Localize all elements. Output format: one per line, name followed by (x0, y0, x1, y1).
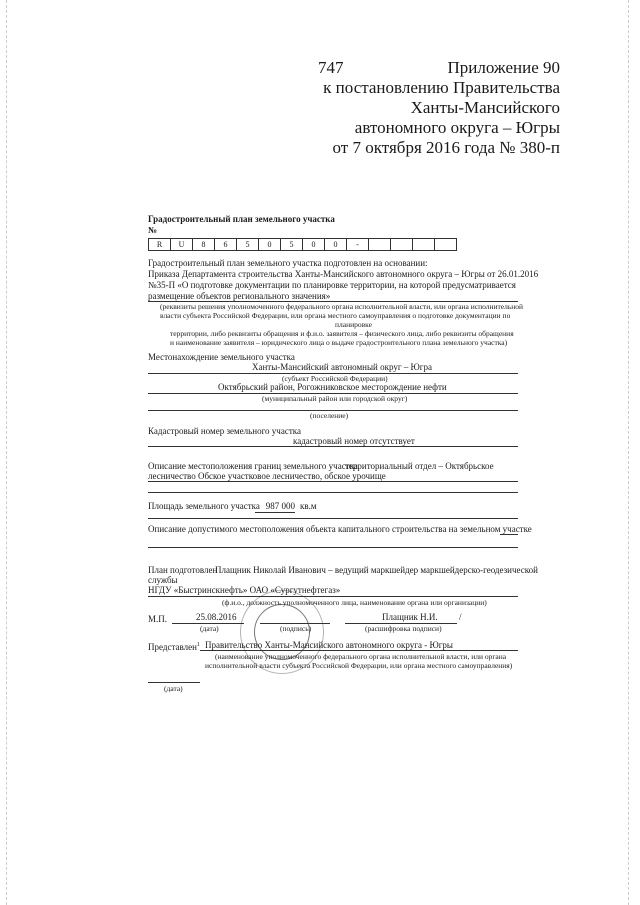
boundaries-line-1 (148, 481, 518, 482)
presented-footnote-mark: 1 (196, 642, 200, 648)
cadastral-label: Кадастровый номер земельного участка (148, 426, 301, 436)
boundaries-line-2 (148, 492, 518, 493)
location-settlement-note: (поселение) (310, 411, 349, 420)
number-cell: 0 (259, 239, 281, 250)
area-value: 987 000 (255, 501, 295, 513)
area-line (148, 518, 518, 519)
prepared-date-note: (дата) (200, 624, 219, 633)
boundaries-value-2: лесничество Обское участковое лесничество, обское урочище (148, 471, 386, 481)
scan-edge-right (628, 0, 630, 905)
number-cell: 6 (215, 239, 237, 250)
page-number: 747 (318, 58, 344, 77)
number-cell: R (149, 239, 171, 250)
prepared-mp: М.П. (148, 614, 168, 624)
number-cell: 0 (303, 239, 325, 250)
basis-note-2: власти субъекта Российской Федерации, или органа местного самоуправления о подготовке документации по (160, 311, 511, 320)
plan-title: Градостроительный план земельного участка (148, 214, 335, 224)
presented-value: Правительство Ханты-Мансийского автономного округа - Югры (205, 640, 453, 650)
number-cell: 0 (325, 239, 347, 250)
number-cell (413, 239, 435, 250)
number-cell (391, 239, 413, 250)
allowed-line-tail (500, 534, 518, 535)
scan-edge-left (6, 0, 8, 905)
appendix-line-3: Ханты-Мансийского (410, 98, 560, 117)
basis-note-3: планировке (335, 320, 372, 329)
prepared-value-2: службы (148, 575, 178, 585)
appendix-header (323, 58, 560, 158)
allowed-label: Описание допустимого местоположения объекта капитального строительства на земельном участке (148, 524, 532, 534)
number-cell (435, 239, 456, 250)
basis-note-5: и наименование заявителя – юридического лица о выдаче градостроительного плана земельного участка) (170, 338, 508, 347)
presented-date-note: (дата) (164, 684, 183, 693)
location-municipal-note: (муниципальный район или городской округ) (262, 394, 408, 403)
prepared-value-1: Плащник Николай Иванович – ведущий маркшейдер маркшейдерско-геодезической (215, 565, 538, 575)
boundaries-label: Описание местоположения границ земельного участка (148, 461, 358, 471)
prepared-note: (ф.и.о., должность уполномоченного лица, наименование органа или организации) (222, 598, 487, 607)
presented-note-1: (наименование уполномоченного федерального органа исполнительной власти, или органа (215, 652, 507, 661)
location-label: Местонахождение земельного участка (148, 352, 295, 362)
basis-line-1: Градостроительный план земельного участка подготовлен на основании: (148, 258, 428, 268)
basis-line-4: размещение объектов регионального значения» (148, 291, 331, 301)
number-cell: - (347, 239, 369, 250)
number-cell: 5 (281, 239, 303, 250)
presented-line (200, 650, 518, 651)
prepared-signer-note: (расшифровка подписи) (365, 624, 442, 633)
basis-line-3: №35-П «О подготовке документации по планировке территории, на которой предусматривается (148, 280, 516, 290)
location-subject-value: Ханты-Мансийский автономный округ – Югра (252, 362, 432, 372)
prepared-signature-note: (подпись) (280, 624, 312, 633)
plan-number-label: № (148, 225, 158, 235)
number-cell (369, 239, 391, 250)
basis-note-1: (реквизиты решения уполномоченного федерального органа исполнительной власти, или органа исполнительной (160, 302, 524, 311)
presented-label-text: Представлен (148, 642, 197, 652)
cadastral-line (148, 446, 518, 447)
prepared-slash: / (459, 612, 462, 622)
boundaries-value-1: территориальный отдел – Октябрьское (345, 461, 494, 471)
prepared-value-3: НГДУ «Быстринскнефть» ОАО «Сургутнефтегаз» (148, 585, 341, 595)
allowed-line (148, 547, 518, 548)
appendix-line-1: Приложение 90 (447, 58, 560, 77)
presented-note-2: исполнительной власти субъекта Российской Федерации, или органа местного самоуправления) (205, 661, 513, 670)
prepared-label: План подготовлен (148, 565, 218, 575)
number-cell: U (171, 239, 193, 250)
appendix-line-4: автономного округа – Югры (354, 118, 560, 137)
cadastral-value: кадастровый номер отсутствует (293, 436, 415, 446)
location-municipal-value: Октябрьский район, Рогожниковское месторождение нефти (218, 382, 447, 392)
area-label: Площадь земельного участка (148, 501, 260, 511)
prepared-signer: Плащник Н.И. (382, 612, 438, 622)
plan-number-grid (148, 238, 457, 251)
appendix-line-2: к постановлению Правительства (323, 78, 560, 97)
presented-date-line (148, 682, 200, 683)
appendix-line-5: от 7 октября 2016 года № 380-п (332, 138, 560, 157)
prepared-date: 25.08.2016 (196, 612, 237, 622)
prepared-line (148, 596, 518, 597)
location-subject-note: (субъект Российской Федерации) (282, 374, 388, 383)
presented-label (148, 640, 200, 653)
number-cell: 5 (237, 239, 259, 250)
area-unit: кв.м (300, 501, 317, 511)
number-cell: 8 (193, 239, 215, 250)
basis-line-2: Приказа Департамента строительства Ханты-Мансийского автономного округа – Югры от 26.01.2016 (148, 269, 539, 279)
basis-note-4: территории, либо реквизиты обращения и ф.и.о. заявителя – физического лица, либо реквизиты обращения (170, 329, 514, 338)
